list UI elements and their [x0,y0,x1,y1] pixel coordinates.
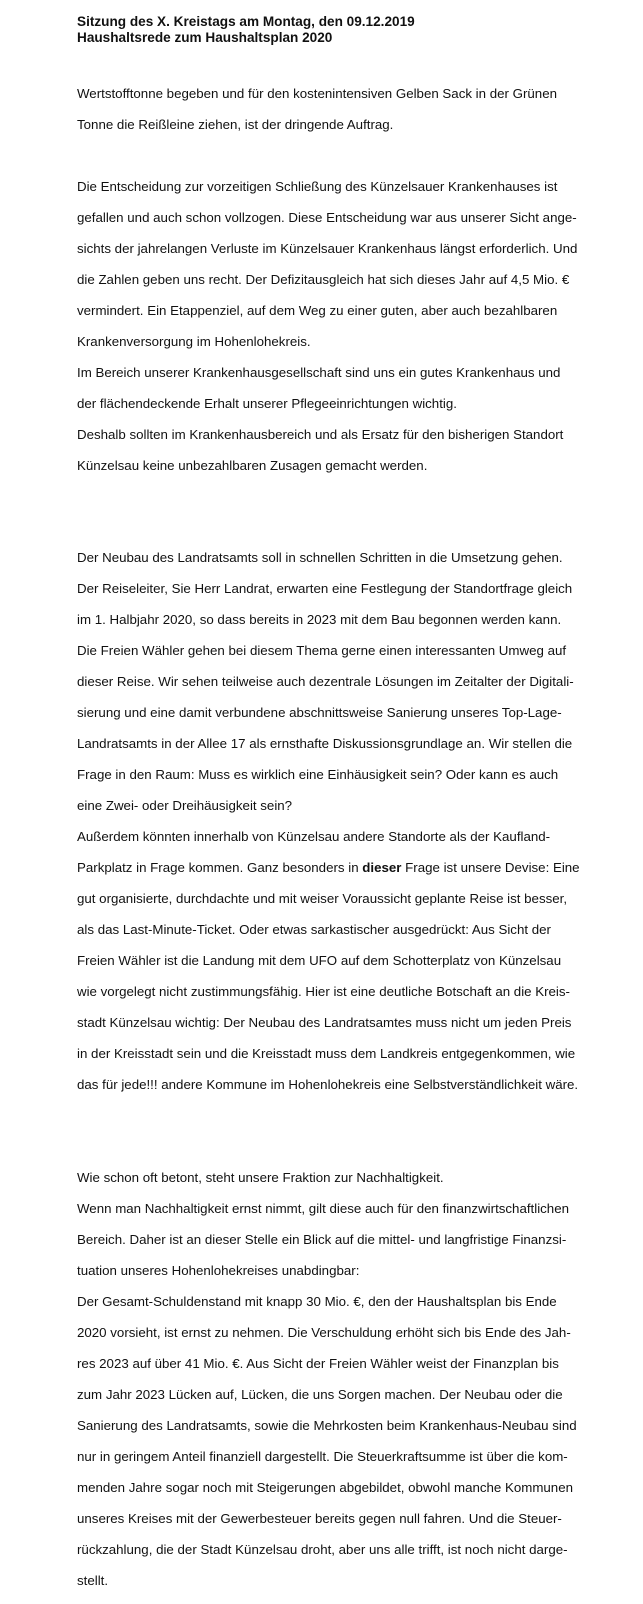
text-line: nur in geringem Anteil finanziell dargestellt. Die Steuerkraftsumme ist über die kom- [77,1448,568,1464]
text-line: die Zahlen geben uns recht. Der Defizitausgleich hat sich dieses Jahr auf 4,5 Mio. € [77,271,570,287]
text-line: stellt. [77,1572,109,1588]
text-line: unseres Kreises mit der Gewerbesteuer bereits gegen null fahren. Und die Steuer- [77,1510,562,1526]
text-line: Der Neubau des Landratsamts soll in schnellen Schritten in die Umsetzung gehen. [77,550,563,565]
text-line: Frage in den Raum: Muss es wirklich eine Einhäusigkeit sein? Oder kann es auch [77,767,559,782]
text-line: Landratsamts in der Allee 17 als ernsthafte Diskussionsgrundlage an. Wir stellen die [77,736,573,751]
text-line: Der Gesamt-Schuldenstand mit knapp 30 Mio. €, den der Haushaltsplan bis Ende [77,1293,557,1309]
text-line: im 1. Halbjahr 2020, so dass bereits in 2023 mit dem Bau begonnen werden kann. [77,612,562,627]
text-line: menden Jahre sogar noch mit Steigerungen abgebildet, obwohl manche Kommunen [77,1479,573,1495]
text-line: Tonne die Reißleine ziehen, ist der dringende Auftrag. [77,116,394,132]
text-line: eine Zwei- oder Dreihäusigkeit sein? [77,798,293,813]
text-line: dieser Reise. Wir sehen teilweise auch dezentrale Lösungen im Zeitalter der Digitali- [77,674,574,689]
spacer [77,46,597,70]
text-line: Der Reiseleiter, Sie Herr Landrat, erwarten eine Festlegung der Standortfrage gleich [77,581,573,596]
text-line: Sanierung des Landratsamts, sowie die Mehrkosten beim Krankenhaus-Neubau sind [77,1417,577,1433]
spacer [77,1108,597,1154]
text-line: Im Bereich unserer Krankenhausgesellschaft sind uns ein gutes Krankenhaus und [77,364,561,380]
paragraph-landratsamt [77,535,597,1109]
document-title-line-1: Sitzung des X. Kreistags am Montag, den 09.12.2019 [77,14,415,29]
document-title-line-2: Haushaltsrede zum Haushaltsplan 2020 [77,30,333,45]
text-line: 2020 vorsieht, ist ernst zu nehmen. Die Verschuldung erhöht sich bis Ende des Jah- [77,1324,571,1340]
text-line: wie vorgelegt nicht zustimmungsfähig. Hier ist eine deutliche Botschaft an die Kreis- [77,984,570,999]
text-line: Wie schon oft betont, steht unsere Fraktion zur Nachhaltigkeit. [77,1169,444,1185]
text-segment: Parkplatz in Frage kommen. Ganz besonders in [77,860,363,875]
text-line: vermindert. Ein Etappenziel, auf dem Weg zu einer guten, aber auch bezahlbaren [77,302,558,318]
text-line-with-emphasis [77,860,597,876]
text-line: res 2023 auf über 41 Mio. €. Aus Sicht der Freien Wähler weist der Finanzplan bis [77,1355,559,1371]
text-line: Wertstofftonne begeben und für den kostenintensiven Gelben Sack in der Grünen [77,85,557,101]
text-line: Freien Wähler ist die Landung mit dem UFO auf dem Schotterplatz von Künzelsau [77,953,562,968]
text-line: Künzelsau keine unbezahlbaren Zusagen gemacht werden. [77,457,428,473]
text-line: der flächendeckende Erhalt unserer Pflegeeinrichtungen wichtig. [77,395,457,411]
text-segment: Frage ist unsere Devise: Eine [401,860,580,875]
text-line: in der Kreisstadt sein und die Kreisstadt muss dem Landkreis entgegenkommen, wie [77,1046,576,1061]
paragraph-finances [77,1154,597,1604]
text-line: gut organisierte, durchdachte und mit weiser Voraussicht geplante Reise ist besser, [77,891,568,906]
text-line: zum Jahr 2023 Lücken auf, Lücken, die uns Sorgen machen. Der Neubau oder die [77,1386,563,1402]
text-line: Die Entscheidung zur vorzeitigen Schließung des Künzelsauer Krankenhauses ist [77,178,558,194]
text-line: das für jede!!! andere Kommune im Hohenlohekreis eine Selbstverständlichkeit wäre. [77,1077,579,1092]
text-line: Bereich. Daher ist an dieser Stelle ein Blick auf die mittel- und langfristige Finanzsi- [77,1231,567,1247]
paragraph-hospital [77,163,597,489]
text-line: Deshalb sollten im Krankenhausbereich und als Ersatz für den bisherigen Standort [77,426,564,442]
spacer [77,148,597,164]
text-line: stadt Künzelsau wichtig: Der Neubau des Landratsamtes muss nicht um jeden Preis [77,1015,572,1030]
document-page [77,14,597,1604]
spacer [77,489,597,535]
text-line: sichts der jahrelangen Verluste im Künzelsauer Krankenhaus längst erforderlich. Und [77,240,578,256]
text-line: sierung und eine damit verbundene abschnittsweise Sanierung unseres Top-Lage- [77,705,562,720]
text-line: rückzahlung, die der Stadt Künzelsau droht, aber uns alle trifft, ist noch nicht darge- [77,1541,568,1557]
emphasized-word: dieser [362,860,402,875]
text-line: tuation unseres Hohenlohekreises unabdingbar: [77,1262,360,1278]
text-line: als das Last-Minute-Ticket. Oder etwas sarkastischer ausgedrückt: Aus Sicht der [77,922,551,937]
text-line: Krankenversorgung im Hohenlohekreis. [77,333,311,349]
text-line: gefallen und auch schon vollzogen. Diese Entscheidung war aus unserer Sicht ange- [77,209,577,225]
text-line: Die Freien Wähler gehen bei diesem Thema gerne einen interessanten Umweg auf [77,643,567,658]
text-line: Wenn man Nachhaltigkeit ernst nimmt, gilt diese auch für den finanzwirtschaftlichen [77,1200,569,1216]
paragraph-recycling [77,70,597,148]
text-line: Außerdem könnten innerhalb von Künzelsau andere Standorte als der Kaufland- [77,829,551,844]
